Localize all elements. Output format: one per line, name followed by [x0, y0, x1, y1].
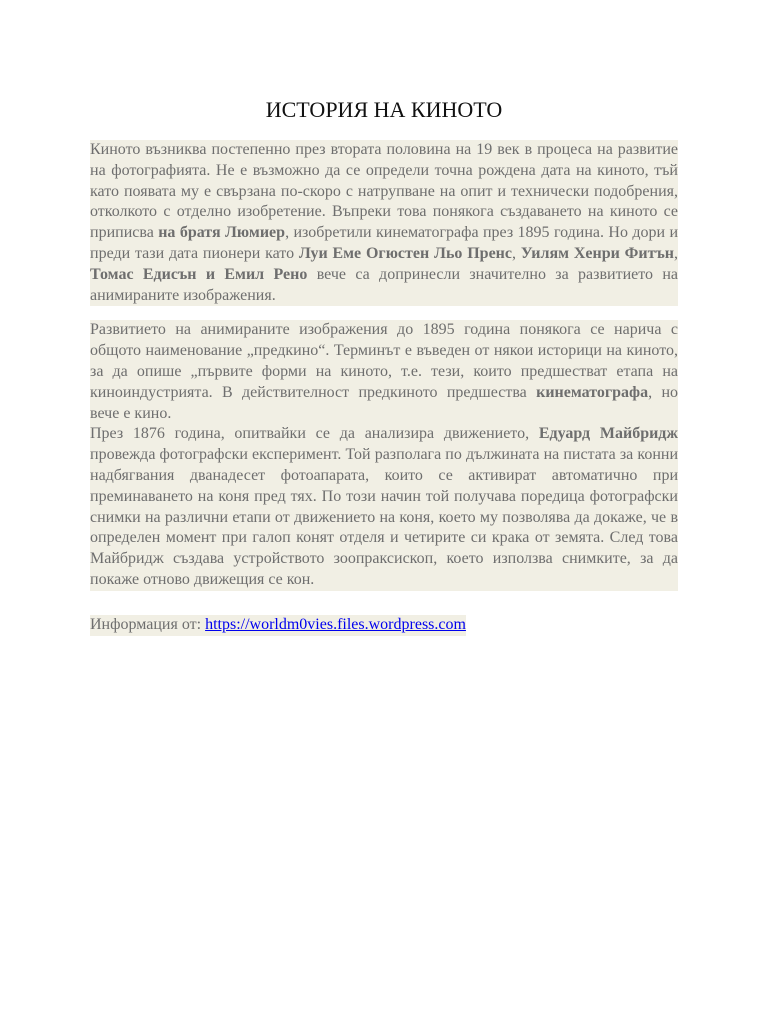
paragraph-text: , но вече е кино. [90, 383, 679, 422]
paragraph-text: Киното възниква постепенно през втората половина на 19 век в процеса на развитие на фотографията. Не е възможно да се определи точна рождена дата на киното, тъй като появата му е свързана по-скоро с натрупване на опит и технически подобрения, отколкото с отделно изобретение. Въпреки това понякога създаването на киното се приписва [90, 141, 678, 242]
source-label: Информация от: [90, 615, 206, 633]
paragraph-text: вече са допринесли значително за развитието на анимираните изображения. [90, 265, 678, 304]
bold-edison-reynaud: Томас Едисън и Емил Рено [90, 265, 308, 283]
page-title: ИСТОРИЯ НА КИНОТО [265, 97, 503, 122]
paragraph-gap [90, 306, 678, 320]
paragraph-intro [90, 140, 678, 306]
source-link[interactable]: https://worldm0vies.files.wordpress.com [205, 615, 466, 633]
bold-fitton: Уилям Хенри Фитън [520, 244, 675, 262]
paragraph-block [90, 320, 678, 590]
bold-lumiere: на братя Люмиер [158, 224, 286, 242]
paragraph-text: , [674, 244, 679, 262]
paragraph-text: , [512, 244, 521, 262]
document-page [90, 0, 678, 636]
paragraph-text: , изобретили кинематографа през 1895 година. Но дори и преди тази дата пионери като [90, 224, 679, 262]
paragraph-muybridge [90, 424, 678, 590]
paragraph-precinema [90, 320, 678, 424]
paragraph-text: Развитието на анимираните изображения до 1895 година понякога се нарича с общото наименование „предкино“. Терминът е въведен от някои историци на киното, за да опише „първите форми на киното, т.е. тези, които предшестват етапа на киноиндустрията. В действителност предкиното предшества [90, 321, 678, 401]
paragraph-text: През 1876 година, опитвайки се да анализира движението, [90, 425, 539, 443]
bold-cinematograph: кинематографа [536, 383, 649, 401]
bold-le-prince: Луи Еме Огюстен Льо Пренс [298, 244, 512, 262]
paragraph-text: провежда фотографски експеримент. Той разполага по дължината на пистата за конни надбягвания дванадесет фотоапарата, които се активират автоматично при преминаването на коня пред тях. По този начин той получава поредица фотографски снимки на различни етапи от движението на коня, което му позволява да докаже, че в определен момент при галоп конят отделя и четирите си крака от земята. След това Майбридж създава устройството зоопраксископ, което използва снимките, за да покаже отново движещия се кон. [90, 446, 678, 588]
source-line [90, 615, 466, 636]
bold-muybridge: Едуард Майбридж [538, 425, 679, 443]
